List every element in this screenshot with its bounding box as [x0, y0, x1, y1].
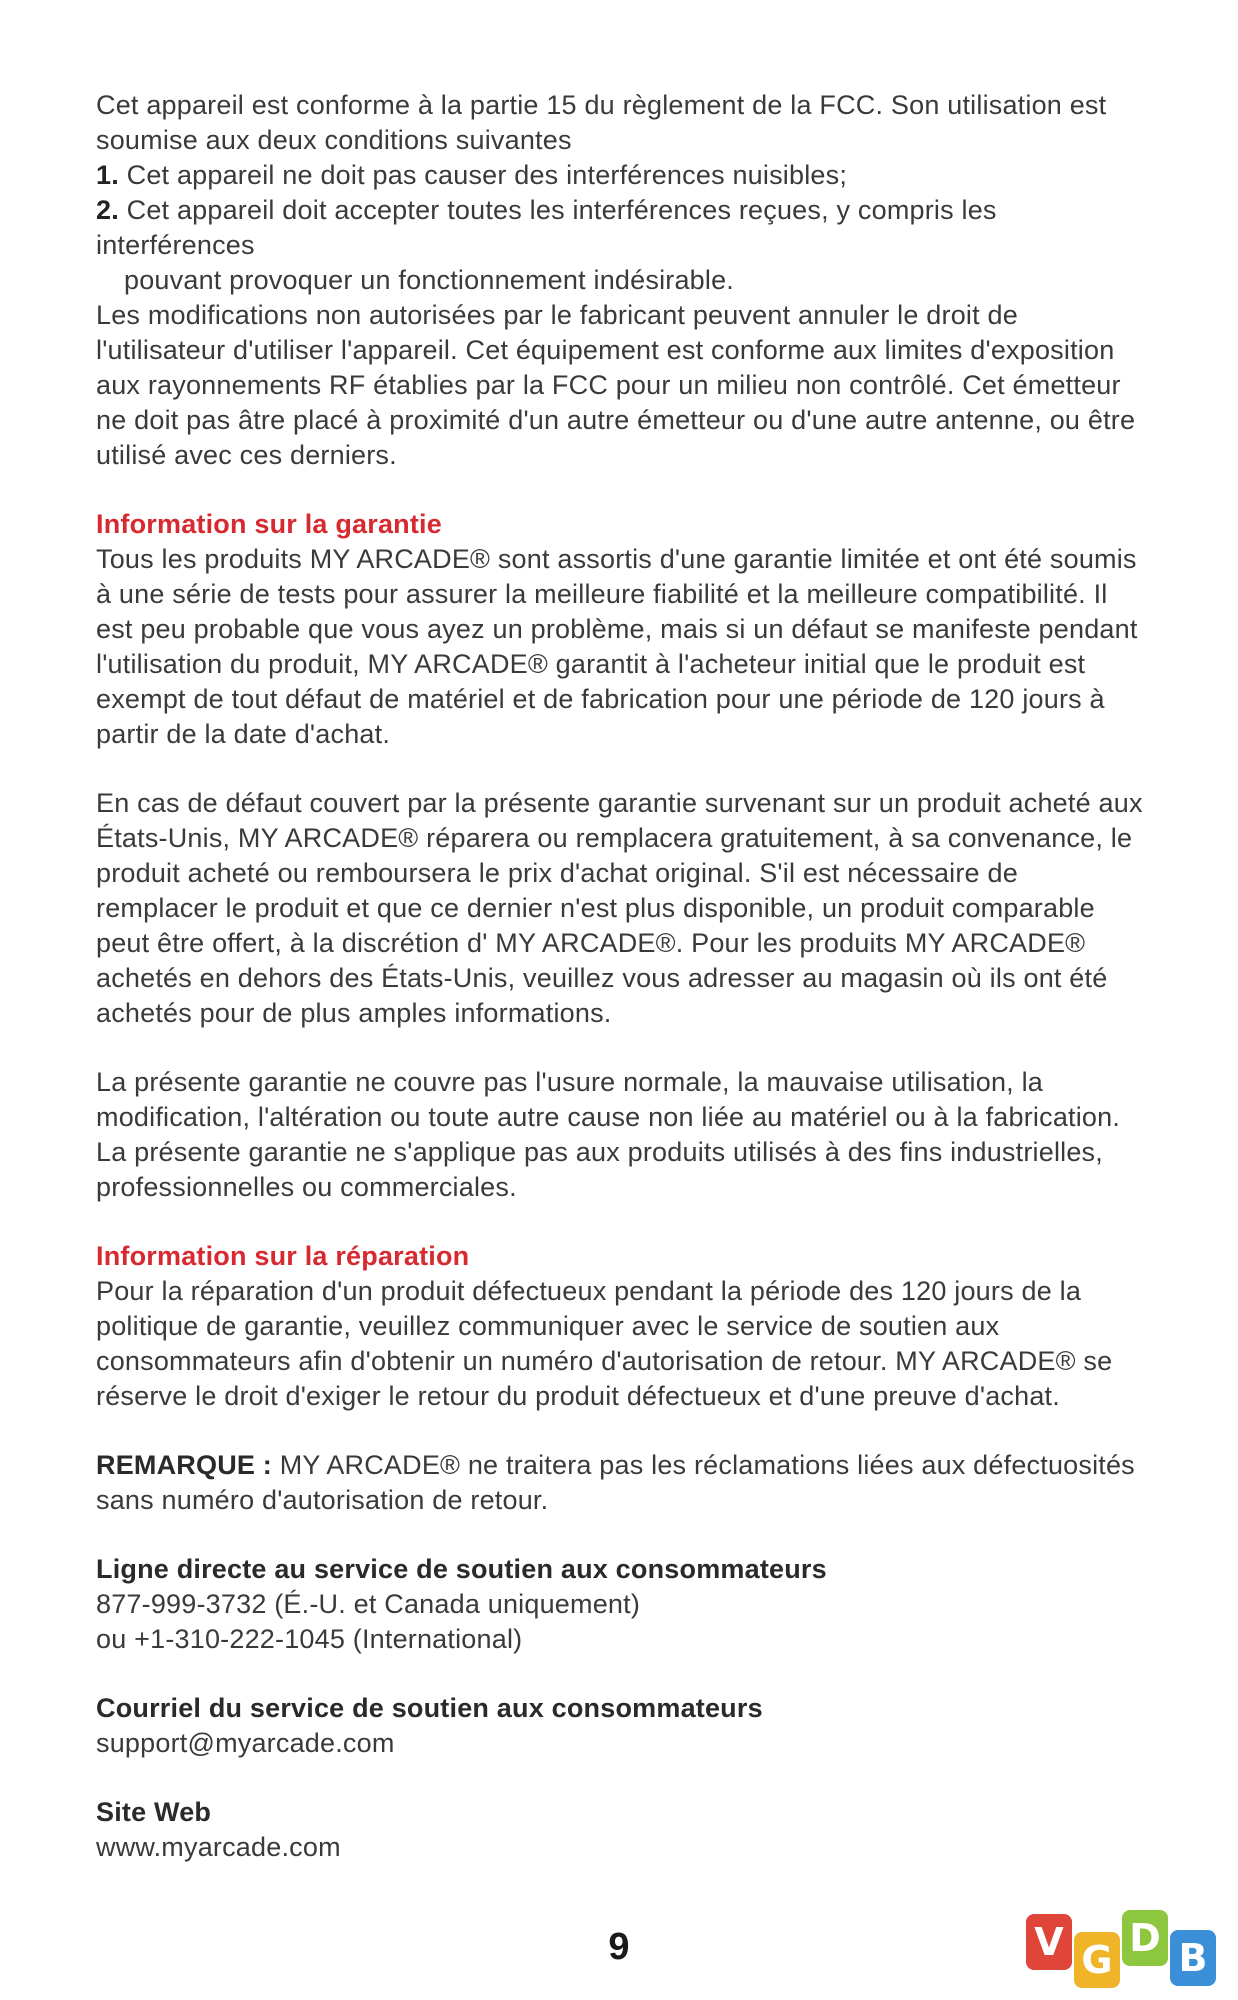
vgdb-logo [1026, 1910, 1226, 1990]
logo-tile-d: D [1122, 1910, 1168, 1966]
hotline-heading: Ligne directe au service de soutien aux consommateurs [96, 1554, 827, 1584]
repair-note [96, 1448, 1146, 1518]
logo-tile-g: G [1074, 1932, 1120, 1988]
fcc-condition-1-number: 1. [96, 160, 119, 190]
fcc-condition-2 [96, 193, 1146, 263]
page-number: 9 [608, 1926, 630, 1968]
fcc-condition-2-text: Cet appareil doit accepter toutes les interférences reçues, y compris les interférences [96, 195, 997, 260]
logo-tile-v: V [1026, 1914, 1072, 1970]
fcc-condition-2-continued: pouvant provoquer un fonctionnement indésirable. [124, 265, 735, 295]
support-email: support@myarcade.com [96, 1728, 395, 1758]
repair-paragraph: Pour la réparation d'un produit défectueux pendant la période des 120 jours de la politique de garantie, veuillez communiquer avec le service de soutien aux consommateurs afin d'obtenir un numéro d'autorisation de retour. MY ARCADE® se réserve le droit d'exiger le retour du produit défectueux et d'une preuve d'achat. [96, 1276, 1113, 1411]
warranty-paragraph-1: Tous les produits MY ARCADE® sont assortis d'une garantie limitée et ont été soumis à une série de tests pour assurer la meilleure fiabilité et la meilleure compatibilité. Il est peu probable que vous ayez un problème, mais si un défaut se manifeste pendant l'utilisation du produit, MY ARCADE® garantit à l'acheteur initial que le produit est exempt de tout défaut de matériel et de fabrication pour une période de 120 jours à partir de la date d'achat. [96, 544, 1138, 749]
fcc-condition-1 [96, 158, 1146, 193]
warranty-paragraph-3: La présente garantie ne couvre pas l'usure normale, la mauvaise utilisation, la modification, l'altération ou toute autre cause non liée au matériel ou à la fabrication. La présente garantie ne s'applique pas aux produits utilisés à des fins industrielles, professionnelles ou commerciales. [96, 1067, 1121, 1202]
repair-note-label: REMARQUE : [96, 1450, 272, 1480]
fcc-intro: Cet appareil est conforme à la partie 15 du règlement de la FCC. Son utilisation est soumise aux deux conditions suivantes [96, 90, 1107, 155]
email-heading: Courriel du service de soutien aux consommateurs [96, 1693, 763, 1723]
hotline-number-domestic: 877-999-3732 (É.-U. et Canada uniquement) [96, 1589, 641, 1619]
repair-note-text: MY ARCADE® ne traitera pas les réclamations liées aux défectuosités sans numéro d'autorisation de retour. [96, 1450, 1135, 1515]
fcc-closing: Les modifications non autorisées par le fabricant peuvent annuler le droit de l'utilisateur d'utiliser l'appareil. Cet équipement est conforme aux limites d'exposition aux rayonnements RF établies par la FCC pour un milieu non contrôlé. Cet émetteur ne doit pas âtre placé à proximité d'un autre émetteur ou d'une autre antenne, ou être utilisé avec ces derniers. [96, 300, 1136, 470]
logo-tile-b: B [1170, 1930, 1216, 1986]
website-heading: Site Web [96, 1797, 212, 1827]
fcc-condition-2-number: 2. [96, 195, 119, 225]
website-url: www.myarcade.com [96, 1832, 341, 1862]
warranty-heading: Information sur la garantie [96, 509, 442, 539]
repair-heading: Information sur la réparation [96, 1241, 470, 1271]
warranty-paragraph-2: En cas de défaut couvert par la présente garantie survenant sur un produit acheté aux États-Unis, MY ARCADE® réparera ou remplacera gratuitement, à sa convenance, le produit acheté ou remboursera le prix d'achat original. S'il est nécessaire de remplacer le produit et que ce dernier n'est plus disponible, un produit comparable peut être offert, à la discrétion d' MY ARCADE®. Pour les produits MY ARCADE® achetés en dehors des États-Unis, veuillez vous adresser au magasin où ils ont été achetés pour de plus amples informations. [96, 788, 1143, 1028]
fcc-condition-1-text: Cet appareil ne doit pas causer des interférences nuisibles; [118, 160, 848, 190]
manual-page-content [96, 88, 1146, 1865]
hotline-number-international: ou +1-310-222-1045 (International) [96, 1624, 523, 1654]
